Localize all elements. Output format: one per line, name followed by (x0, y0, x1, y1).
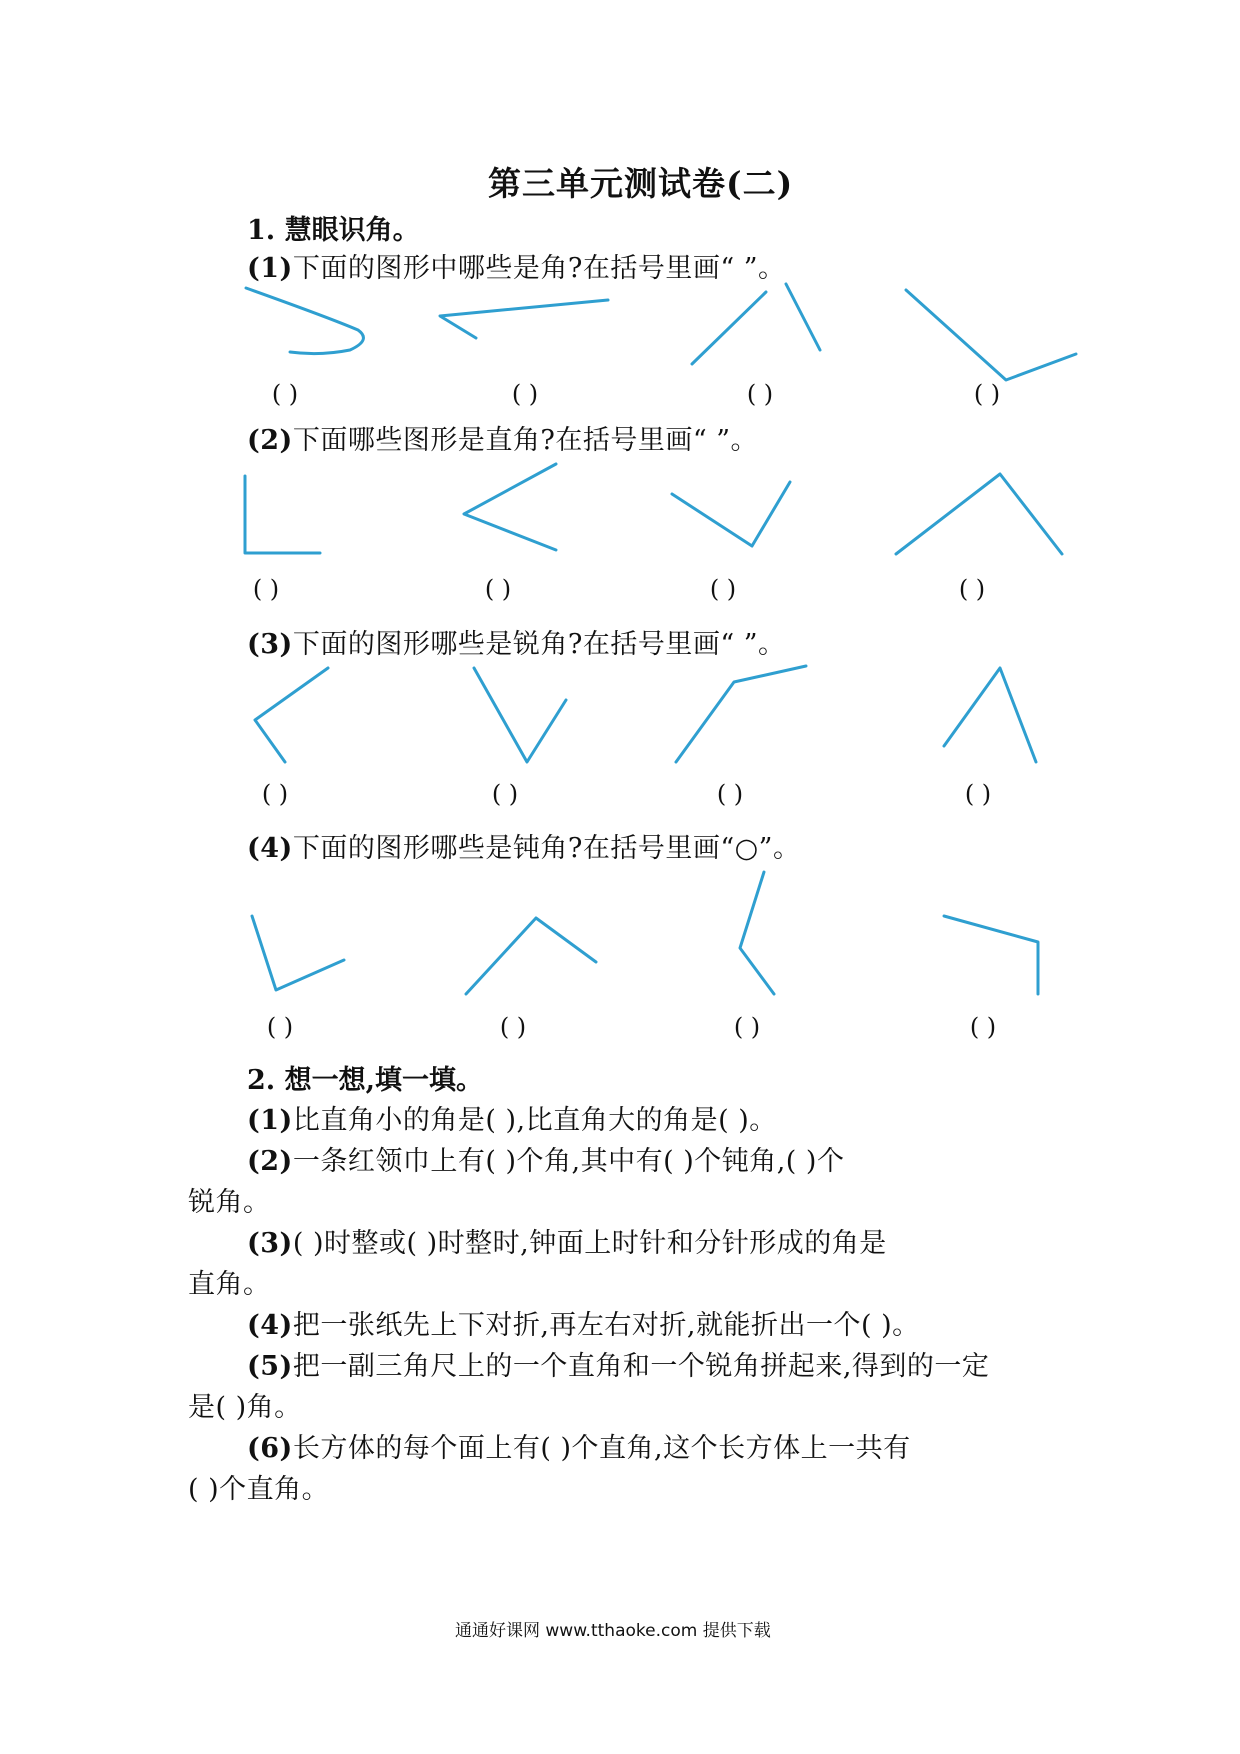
page-title: 第三单元测试卷(二) (488, 164, 794, 203)
fill-item-2 (247, 1139, 844, 1178)
answer-blank[interactable]: ( ) (511, 380, 539, 408)
item-text: 一条红领巾上有( )个角,其中有( )个钝角,( )个 (292, 1146, 845, 1177)
question-number: (2) (247, 425, 293, 456)
item-number: (2) (247, 1146, 293, 1177)
angle-figure (474, 668, 566, 762)
angle-figure (252, 916, 344, 990)
fill-item-3-cont: 直角。 (188, 1269, 271, 1300)
item-text: 比直角小的角是( ),比直角大的角是( )。 (292, 1105, 777, 1136)
item-text: 把一张纸先上下对折,再左右对折,就能折出一个( )。 (292, 1310, 920, 1341)
item-number: (5) (247, 1351, 293, 1382)
fill-item-1 (247, 1098, 777, 1137)
angle-figure (466, 918, 596, 994)
item-number: (6) (247, 1433, 293, 1464)
question-number: (3) (247, 629, 293, 660)
question-text: 下面的图形哪些是钝角?在括号里画“○”。 (292, 833, 801, 864)
angle-figure (692, 292, 766, 364)
answer-blank[interactable]: ( ) (499, 1013, 527, 1041)
fill-item-4 (247, 1303, 920, 1342)
item-text: 把一副三角尺上的一个直角和一个锐角拼起来,得到的一定 (292, 1351, 990, 1382)
angle-figure (464, 464, 556, 550)
curved-figure (246, 288, 363, 354)
answer-blank[interactable]: ( ) (709, 575, 737, 603)
answer-blank[interactable]: ( ) (958, 575, 986, 603)
angle-figure (676, 666, 806, 762)
fill-item-6-cont: ( )个直角。 (188, 1474, 330, 1505)
answer-blank[interactable]: ( ) (733, 1013, 761, 1041)
answer-blank[interactable]: ( ) (746, 380, 774, 408)
answer-blank[interactable]: ( ) (964, 780, 992, 808)
section-1-heading: 1. 慧眼识角。 (247, 215, 420, 246)
item-number: (1) (247, 1105, 293, 1136)
angle-figure (786, 284, 820, 350)
answer-blank[interactable]: ( ) (716, 780, 744, 808)
angle-figure (944, 916, 1038, 994)
fill-item-5 (247, 1344, 989, 1383)
question-text: 下面的图形哪些是锐角?在括号里画“ ”。 (292, 629, 786, 660)
angle-figure (255, 668, 328, 762)
question-number: (4) (247, 833, 293, 864)
question-text: 下面的图形中哪些是角?在括号里画“ ”。 (292, 253, 786, 284)
angle-figure (906, 290, 1076, 380)
answer-blank[interactable]: ( ) (252, 575, 280, 603)
answer-blank[interactable]: ( ) (266, 1013, 294, 1041)
answer-blank[interactable]: ( ) (491, 780, 519, 808)
item-number: (3) (247, 1228, 293, 1259)
fill-item-3 (247, 1221, 887, 1260)
item-text: 长方体的每个面上有( )个直角,这个长方体上一共有 (292, 1433, 911, 1464)
fill-item-6 (247, 1426, 911, 1465)
answer-blank[interactable]: ( ) (973, 380, 1001, 408)
section-2-heading: 2. 想一想,填一填。 (247, 1065, 483, 1096)
item-text: ( )时整或( )时整时,钟面上时针和分针形成的角是 (292, 1228, 887, 1259)
answer-blank[interactable]: ( ) (969, 1013, 997, 1041)
answer-blank[interactable]: ( ) (484, 575, 512, 603)
answer-blank[interactable]: ( ) (261, 780, 289, 808)
question-number: (1) (247, 253, 293, 284)
fill-item-5-cont: 是( )角。 (188, 1392, 302, 1423)
fill-item-2-cont: 锐角。 (188, 1187, 271, 1218)
question-text: 下面哪些图形是直角?在括号里画“ ”。 (292, 425, 759, 456)
angle-figure (896, 474, 1062, 554)
angle-figure (944, 668, 1036, 762)
answer-blank[interactable]: ( ) (271, 380, 299, 408)
item-number: (4) (247, 1310, 293, 1341)
right-angle-figure (245, 476, 320, 553)
angle-figure (740, 872, 774, 994)
footer-text: 通通好课网 www.tthaoke.com 提供下载 (455, 1621, 771, 1641)
angle-figure (672, 482, 790, 546)
angle-figure (440, 300, 608, 338)
